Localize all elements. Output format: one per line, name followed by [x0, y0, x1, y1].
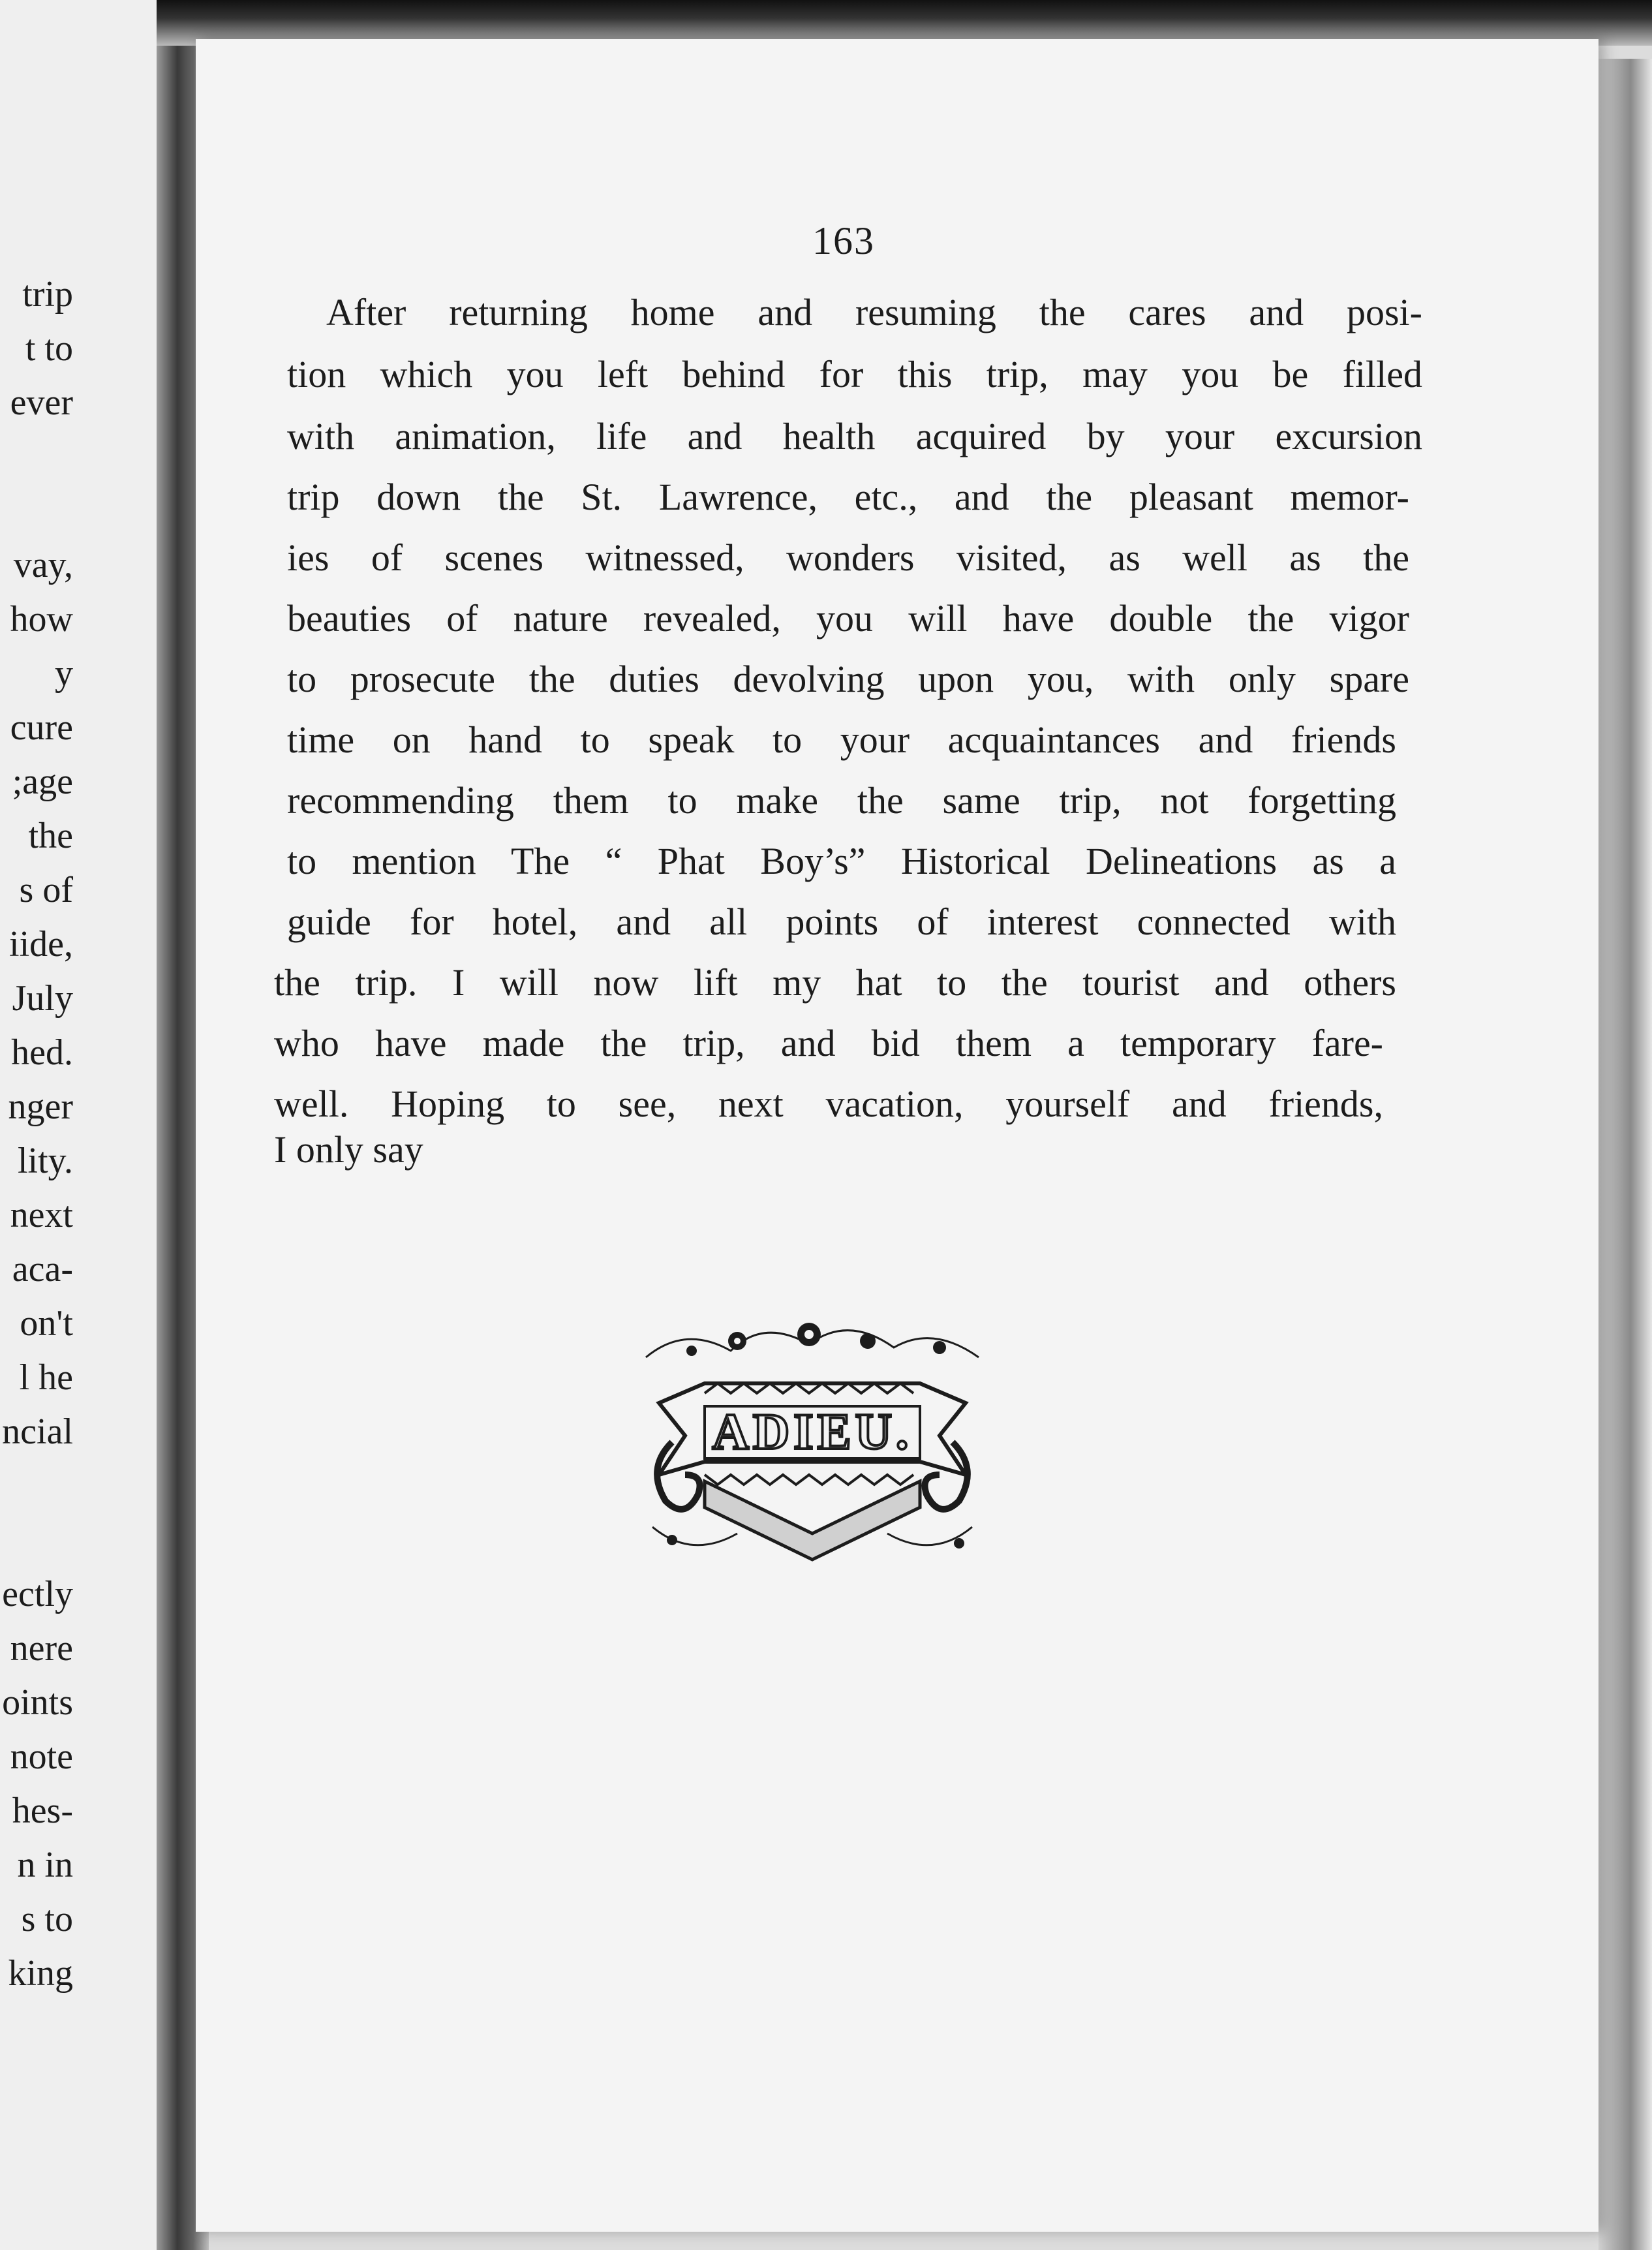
- left-page-fragment: [0, 430, 73, 538]
- page-number: 163: [812, 219, 875, 262]
- left-page-fragment: trip: [22, 274, 73, 315]
- left-page-fragment: king: [8, 1953, 73, 1994]
- left-page-fragment: [0, 1459, 73, 1567]
- left-page-fragment: on't: [20, 1303, 73, 1344]
- left-page-text-fragments: [0, 268, 73, 2001]
- left-page-fragment: note: [10, 1736, 73, 1777]
- text-line: well. Hoping to see, next vacation, yourself and friends,: [274, 1083, 1383, 1125]
- left-page-fragment: l he: [19, 1357, 73, 1398]
- left-page-fragment: lity.: [17, 1141, 73, 1181]
- text-line: ies of scenes witnessed, wonders visited, as well as the: [287, 536, 1409, 579]
- left-facing-page: [0, 0, 176, 2250]
- left-page-fragment: July: [12, 978, 73, 1019]
- zigzag-band-bottom: [705, 1475, 913, 1485]
- left-page-fragment: the: [28, 816, 73, 856]
- left-page-fragment: hed.: [11, 1032, 73, 1073]
- text-line: recommending them to make the same trip, not forgetting: [287, 779, 1396, 822]
- text-line: to prosecute the duties devolving upon you, with only spare: [287, 658, 1409, 700]
- left-page-fragment: nere: [10, 1628, 73, 1669]
- left-page-fragment: cure: [10, 707, 73, 748]
- text-line: tion which you left behind for this trip, may you be filled: [287, 353, 1422, 395]
- left-page-fragment: ncial: [2, 1411, 73, 1452]
- left-page-fragment: iide,: [9, 924, 73, 964]
- left-page-fragment: hes-: [12, 1791, 73, 1831]
- text-line: trip down the St. Lawrence, etc., and the pleasant memor-: [287, 476, 1409, 518]
- left-page-fragment: s of: [19, 870, 73, 910]
- adieu-ornament: [633, 1312, 992, 1586]
- left-page-fragment: s to: [21, 1899, 73, 1939]
- text-line: I only say: [274, 1128, 423, 1171]
- banner-chevron: [705, 1481, 920, 1560]
- left-page-fragment: vay,: [13, 545, 73, 585]
- left-page-fragment: oints: [2, 1682, 73, 1723]
- left-page-fragment: aca-: [12, 1249, 73, 1289]
- text-line: who have made the trip, and bid them a temporary fare-: [274, 1022, 1383, 1064]
- left-page-fragment: t to: [25, 328, 73, 369]
- adieu-text: ADIEU.: [712, 1403, 913, 1460]
- text-line: beauties of nature revealed, you will have double the vigor: [287, 597, 1409, 640]
- left-page-fragment: how: [10, 599, 73, 640]
- text-line: with animation, life and health acquired by your excursion: [287, 415, 1422, 457]
- page-stack-edge: [1598, 59, 1652, 2250]
- text-line: to mention The “ Phat Boy’s” Historical Delineations as a: [287, 840, 1396, 882]
- left-page-fragment: ;age: [12, 762, 73, 802]
- left-page-fragment: nger: [8, 1086, 73, 1127]
- left-page-fragment: y: [55, 653, 73, 694]
- text-line: After returning home and resuming the cares and posi-: [326, 291, 1422, 333]
- text-line: the trip. I will now lift my hat to the tourist and others: [274, 961, 1396, 1004]
- left-page-fragment: ever: [10, 382, 73, 423]
- left-page-fragment: ectly: [2, 1574, 73, 1614]
- left-page-fragment: next: [10, 1195, 73, 1235]
- text-line: guide for hotel, and all points of interest connected with: [287, 901, 1396, 943]
- left-page-fragment: n in: [17, 1845, 73, 1885]
- text-line: time on hand to speak to your acquaintances and friends: [287, 718, 1396, 761]
